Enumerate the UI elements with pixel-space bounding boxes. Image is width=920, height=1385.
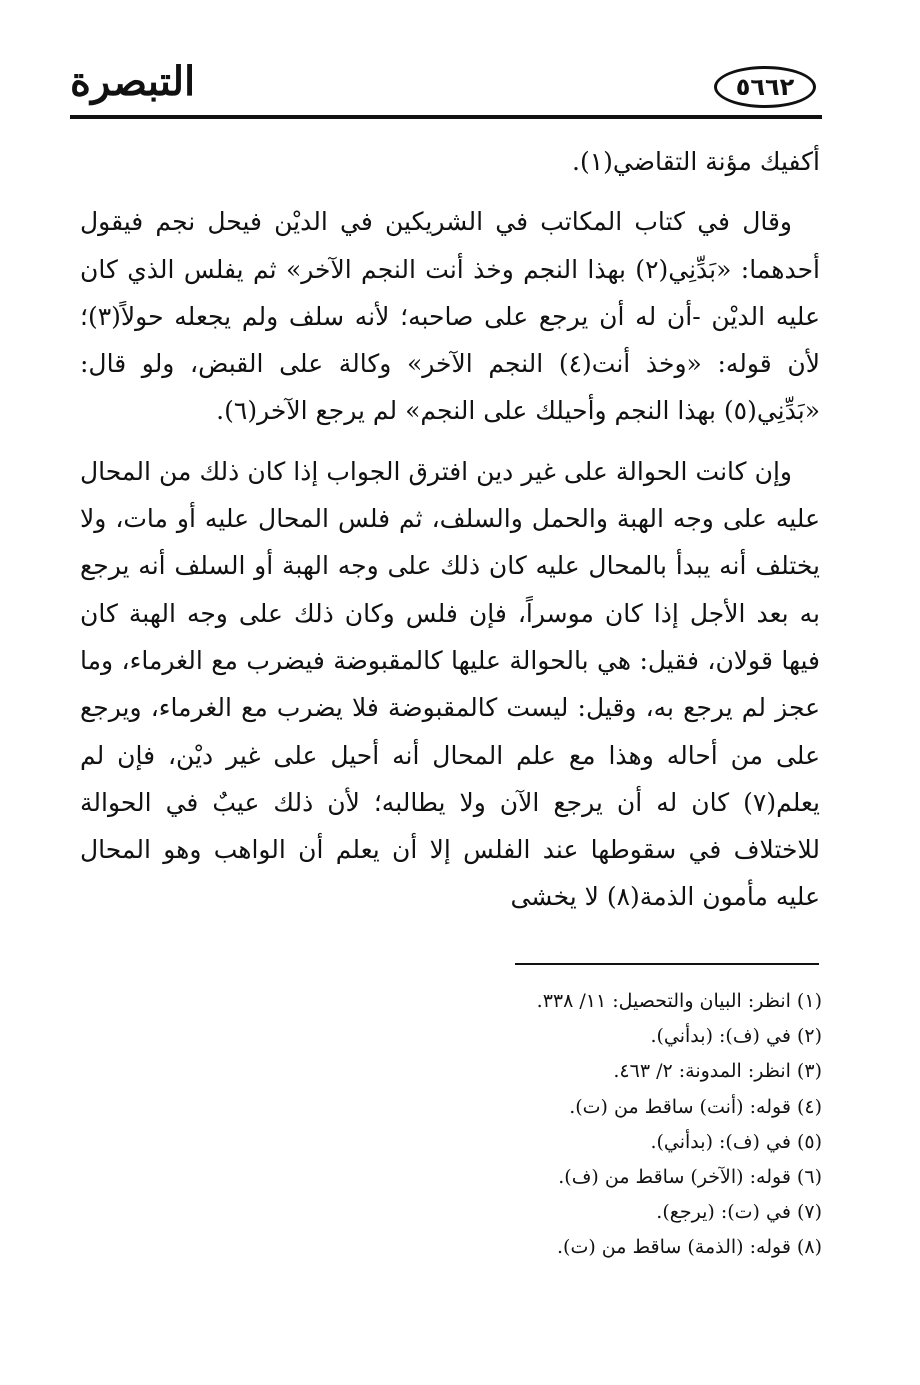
footnote-7: (٧) في (ت): (يرجع). xyxy=(656,1201,822,1224)
main-text xyxy=(80,138,820,934)
page-header xyxy=(70,52,822,118)
book-title: التبصرة xyxy=(70,58,196,105)
header-divider xyxy=(70,115,822,119)
footnotes xyxy=(122,984,822,1266)
footnote-5: (٥) في (ف): (بدأني). xyxy=(650,1130,822,1153)
paragraph-1: أكفيك مؤنة التقاضي(١). xyxy=(572,147,820,176)
page-number-badge xyxy=(714,66,816,108)
footnote-1: (١) انظر: البيان والتحصيل: ١١/ ٣٣٨. xyxy=(536,990,822,1012)
paragraph-3: وإن كانت الحوالة على غير دين افترق الجواب إذا كان ذلك من المحال عليه على وجه الهبة والحمل والسلف، ثم فلس المحال عليه أو مات، ولا يختلف أنه يبدأ بالمحال عليه كان ذلك على وجه الهبة أو السلف أنه يرجع به بعد الأجل إذا كان موسراً، فإن فلس وكان ذلك على وجه الهبة كان فيها قولان، فقيل: هي بالحوالة عليها كالمقبوضة فيضرب مع الغرماء، وما عجز لم يرجع به، وقيل: ليست كالمقبوضة فلا يضرب مع الغرماء، ويرجع على من أحاله وهذا مع علم المحال أنه أحيل على غير ديْن، فإن لم يعلم(٧) كان له أن يرجع الآن ولا يطالبه؛ لأن ذلك عيبٌ في الحوالة للاختلاف في سقوطها عند الفلس إلا أن يعلم أن الواهب وهو المحال عليه مأمون الذمة(٨) لا يخشى xyxy=(80,456,820,912)
footnote-4: (٤) قوله: (أنت) ساقط من (ت). xyxy=(569,1095,822,1118)
footnote-8: (٨) قوله: (الذمة) ساقط من (ت). xyxy=(557,1236,822,1259)
paragraph-2: وقال في كتاب المكاتب في الشريكين في الديْن فيحل نجم فيقول أحدهما: «بَدِّنِي(٢) بهذا النجم وخذ أنت النجم الآخر» ثم يفلس الذي كان عليه الديْن -أن له أن يرجع على صاحبه؛ لأنه سلف ولم يجعله حولاً(٣)؛ لأن قوله: «وخذ أنت(٤) النجم الآخر» وكالة على القبض، ولو قال: «بَدِّنِي(٥) بهذا النجم وأحيلك على النجم» لم يرجع الآخر(٦). xyxy=(80,207,820,426)
footnote-6: (٦) قوله: (الآخر) ساقط من (ف). xyxy=(558,1166,822,1189)
footnote-3: (٣) انظر: المدونة: ٢/ ٤٦٣. xyxy=(613,1060,822,1083)
page-number: ٥٦٦٢ xyxy=(735,73,795,101)
footnote-divider xyxy=(515,963,819,965)
footnote-2: (٢) في (ف): (بدأني). xyxy=(650,1025,822,1048)
